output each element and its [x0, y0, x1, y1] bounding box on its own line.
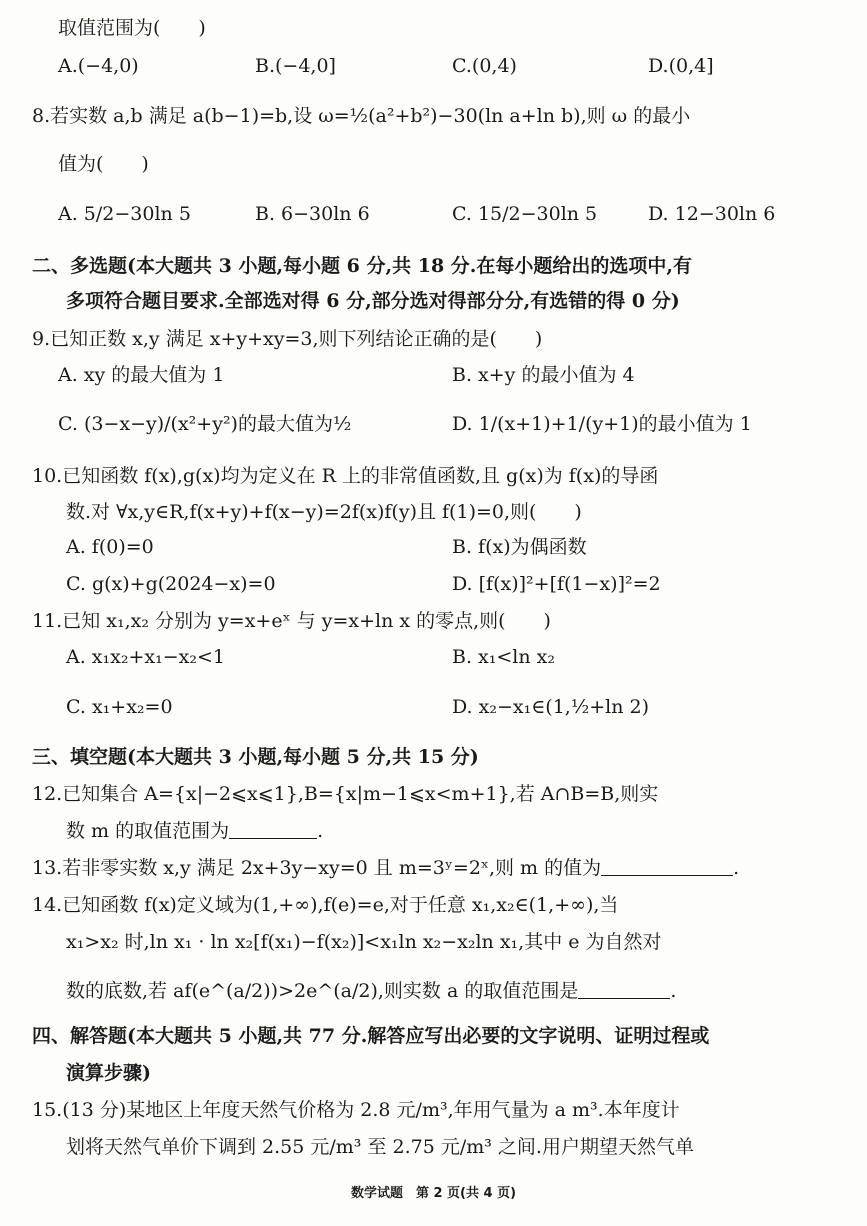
q7-stem-tail: 取值范围为( )	[58, 17, 206, 39]
q11-option-a: A. x₁x₂+x₁−x₂<1	[66, 646, 225, 668]
q14-end: .	[670, 980, 677, 1002]
q12-end: .	[317, 820, 324, 842]
q14-line3	[66, 979, 676, 1003]
section2-heading-line2: 多项符合题目要求.全部选对得 6 分,部分选对得部分分,有选错的得 0 分)	[66, 290, 680, 312]
q9-option-d: D. 1/(x+1)+1/(y+1)的最小值为 1	[452, 413, 752, 435]
q9-option-a: A. xy 的最大值为 1	[58, 364, 225, 386]
q12-answer-blank[interactable]	[229, 820, 317, 839]
q7-option-c: C.(0,4)	[452, 55, 517, 77]
q14-line2: x₁>x₂ 时,ln x₁ · ln x₂[f(x₁)−f(x₂)]<x₁ln x₂−x₂ln x₁,其中 e 为自然对	[66, 931, 662, 953]
q15-line2: 划将天然气单价下调到 2.55 元/m³ 至 2.75 元/m³ 之间.用户期望天然气单	[66, 1136, 694, 1158]
q13-line	[32, 856, 739, 880]
q8-line2: 值为( )	[58, 153, 149, 175]
q10-line2: 数.对 ∀x,y∈R,f(x+y)+f(x−y)=2f(x)f(y)且 f(1)=0,则( )	[66, 501, 582, 523]
q8-line1: 8.若实数 a,b 满足 a(b−1)=b,设 ω=½(a²+b²)−30(ln a+ln b),则 ω 的最小	[32, 105, 691, 127]
q8-option-a: A. 5/2−30ln 5	[58, 203, 191, 225]
q9-option-c: C. (3−x−y)/(x²+y²)的最大值为½	[58, 413, 352, 435]
q14-line3-text: 数的底数,若 af(e^(a/2))>2e^(a/2),则实数 a 的取值范围是	[66, 980, 579, 1002]
q7-option-d: D.(0,4]	[648, 55, 714, 77]
q12-line1: 12.已知集合 A={x|−2⩽x⩽1},B={x|m−1⩽x<m+1},若 A∩B=B,则实	[32, 783, 659, 805]
q10-option-d: D. [f(x)]²+[f(1−x)]²=2	[452, 573, 661, 595]
q13-end: .	[733, 857, 740, 879]
q14-line1: 14.已知函数 f(x)定义域为(1,+∞),f(e)=e,对于任意 x₁,x₂∈(1,+∞),当	[32, 894, 619, 916]
page-footer: 数学试题 第 2 页(共 4 页)	[350, 1186, 517, 1201]
section4-heading-line2: 演算步骤)	[66, 1062, 151, 1084]
q13-answer-blank[interactable]	[601, 857, 733, 876]
section3-heading: 三、填空题(本大题共 3 小题,每小题 5 分,共 15 分)	[32, 746, 479, 768]
q13-text: 13.若非零实数 x,y 满足 2x+3y−xy=0 且 m=3ʸ=2ˣ,则 m 的值为	[32, 857, 602, 879]
q8-option-d: D. 12−30ln 6	[648, 203, 776, 225]
q10-option-b: B. f(x)为偶函数	[452, 536, 587, 558]
q7-option-a: A.(−4,0)	[58, 55, 139, 77]
q7-option-b: B.(−4,0]	[255, 55, 336, 77]
q14-answer-blank[interactable]	[578, 980, 670, 999]
q11-option-b: B. x₁<ln x₂	[452, 646, 555, 668]
q15-line1: 15.(13 分)某地区上年度天然气价格为 2.8 元/m³,年用气量为 a m³.本年度计	[32, 1099, 680, 1121]
q10-option-a: A. f(0)=0	[66, 536, 154, 558]
q8-option-c: C. 15/2−30ln 5	[452, 203, 598, 225]
q12-line2-text: 数 m 的取值范围为	[66, 820, 230, 842]
q10-line1: 10.已知函数 f(x),g(x)均为定义在 R 上的非常值函数,且 g(x)为 f(x)的导函	[32, 465, 659, 487]
q11-option-c: C. x₁+x₂=0	[66, 696, 173, 718]
q9-stem: 9.已知正数 x,y 满足 x+y+xy=3,则下列结论正确的是( )	[32, 328, 543, 350]
q9-option-b: B. x+y 的最小值为 4	[452, 364, 635, 386]
q12-line2	[66, 819, 323, 843]
q11-stem: 11.已知 x₁,x₂ 分别为 y=x+eˣ 与 y=x+ln x 的零点,则( )	[32, 610, 551, 632]
section2-heading-line1: 二、多选题(本大题共 3 小题,每小题 6 分,共 18 分.在每小题给出的选项中,有	[32, 255, 693, 277]
section4-heading-line1: 四、解答题(本大题共 5 小题,共 77 分.解答应写出必要的文字说明、证明过程或	[32, 1025, 710, 1047]
q11-option-d: D. x₂−x₁∈(1,½+ln 2)	[452, 696, 650, 718]
q10-option-c: C. g(x)+g(2024−x)=0	[66, 573, 276, 595]
q8-option-b: B. 6−30ln 6	[255, 203, 370, 225]
